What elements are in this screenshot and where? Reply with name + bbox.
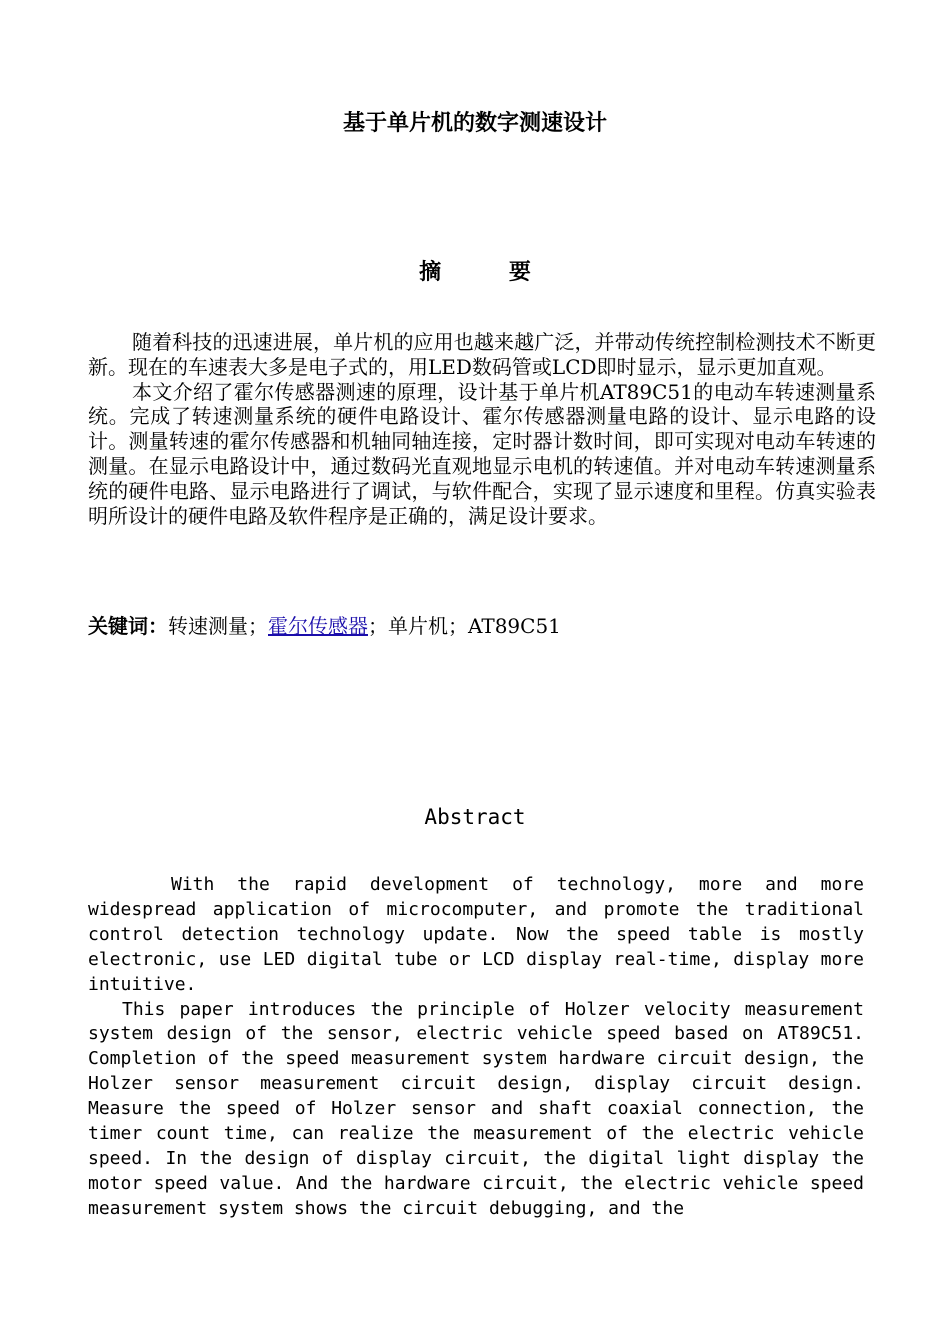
en-abstract-body — [88, 873, 864, 1222]
cn-abstract-paragraph-1: 随着科技的迅速进展，单片机的应用也越来越广泛，并带动传统控制检测技术不断更新。现在的车速表大多是电子式的，用LED数码管或LCD即时显示，显示更加直观。 — [88, 330, 876, 379]
en-abstract-paragraph-2: This paper introduces the principle of Holzer velocity measurement system design of the sensor, electric vehicle speed based on AT89C51. Completion of the speed measurement system hardware circuit design, the Holzer sensor measurement circuit design, display circuit design. Measure the speed of Holzer sensor and shaft coaxial connection, the timer count time, can realize the measurement of the electric vehicle speed. In the design of display circuit, the digital light display the motor speed value. And the hardware circuit, the electric vehicle speed measurement system shows the circuit debugging, and the — [88, 998, 864, 1219]
en-abstract-heading: Abstract — [424, 805, 526, 829]
keywords-label: 关键词： — [88, 614, 168, 638]
keyword-remaining: ；单片机；AT89C51 — [368, 614, 561, 638]
paper-title: 基于单片机的数字测速设计 — [342, 111, 607, 136]
keyword-speed-measurement: 转速测量； — [168, 614, 268, 638]
cn-abstract-body — [88, 330, 876, 528]
en-abstract-paragraph-1: With the rapid development of technology, more and more widespread application of microcomputer, and promote the traditional control detection technology update. Now the speed table is mostly electronic, use LED digital tube or LCD display real-time, display more intuitive. — [88, 874, 864, 995]
cn-abstract-paragraph-2: 本文介绍了霍尔传感器测速的原理，设计基于单片机AT89C51的电动车转速测量系统。完成了转速测量系统的硬件电路设计、霍尔传感器测量电路的设计、显示电路的设计。测量转速的霍尔传感器和机轴同轴连接，定时器计数时间，即可实现对电动车转速的测量。在显示电路设计中，通过数码光直观地显示电机的转速值。并对电动车转速测量系统的硬件电路、显示电路进行了调试，与软件配合，实现了显示速度和里程。仿真实验表明所设计的硬件电路及软件程序是正确的，满足设计要求。 — [88, 379, 876, 528]
keywords-line — [88, 613, 888, 639]
keyword-hall-sensor-link[interactable]: 霍尔传感器 — [268, 614, 368, 638]
cn-abstract-heading: 摘 要 — [419, 260, 561, 285]
